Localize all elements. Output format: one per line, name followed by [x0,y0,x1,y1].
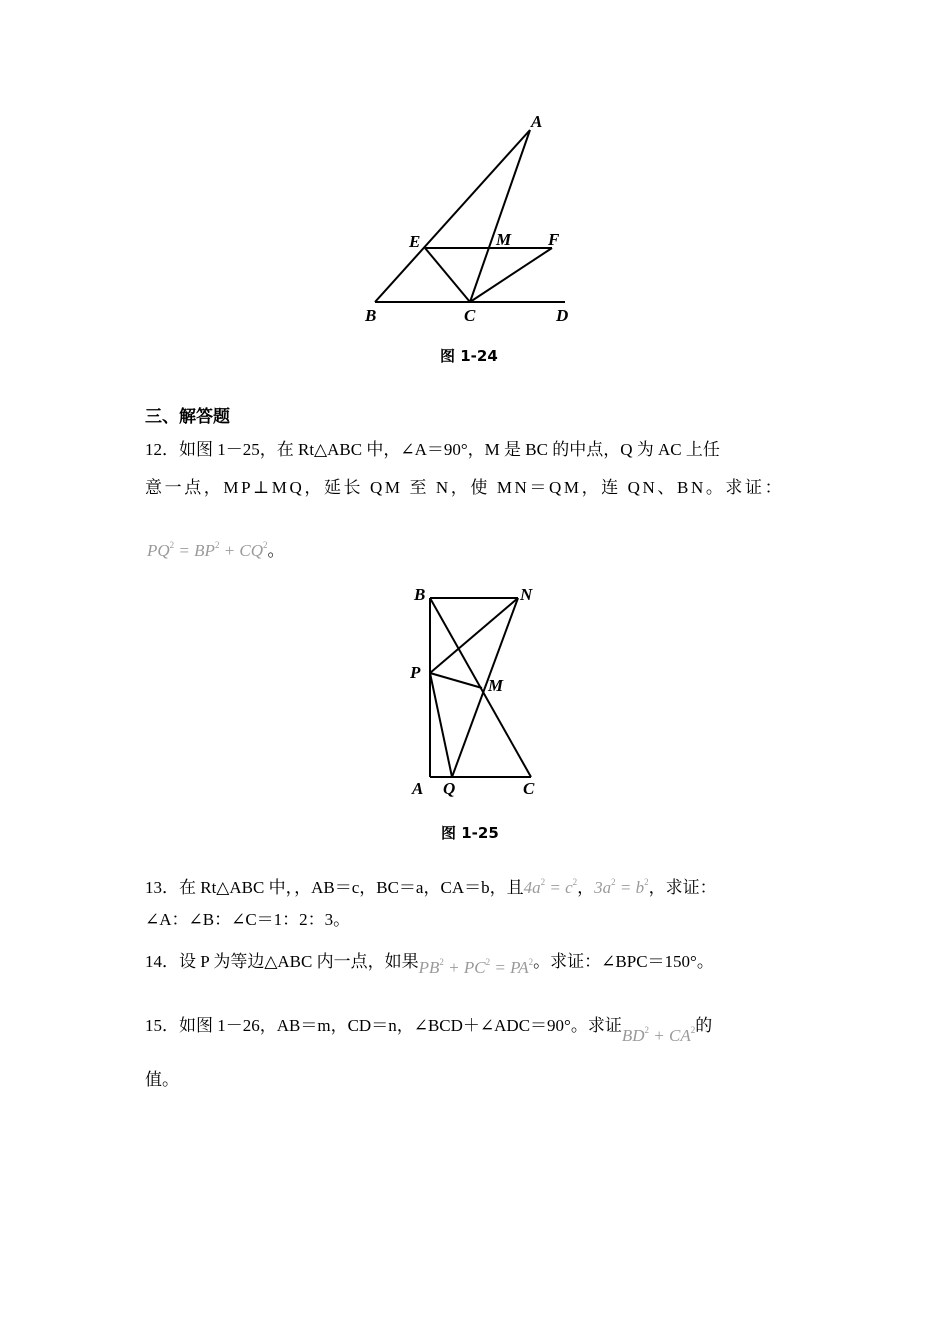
problem-13-line-2: ∠A：∠B：∠C＝1：2：3。 [145,910,351,929]
problem-14-text-a: 14．设 P 为等边△ABC 内一点，如果 [145,952,419,971]
problem-15-text-b: 的 [695,1016,713,1035]
label-M: M [488,676,504,695]
problem-15-m-bd: BD [621,1026,645,1045]
problem-14-m-eq: = PA [490,958,529,977]
problem-13-text-b: ，求证： [648,878,717,897]
p14-sq-3: 2 [528,957,534,967]
label-A: A [531,112,543,131]
p15-sq-2: 2 [690,1025,696,1035]
problem-13-text-a: 13．在 Rt△ABC 中，，AB＝c，BC＝a，CA＝b，且 [145,878,524,897]
problem-13-m1-a: 4a [523,878,541,897]
label-N: N [520,585,533,604]
figure-1-25-diagram [400,578,550,803]
problem-13-m2-eq: = b [615,878,645,897]
segment-AB [375,130,530,302]
p13-sq-3: 2 [611,877,616,887]
problem-14-text-b: 。求证：∠BPC＝150°。 [533,952,714,971]
label-B: B [365,306,377,325]
figure-1-25 [400,578,550,803]
label-D: D [556,306,569,325]
problem-14 [145,944,714,977]
problem-15-text-a: 15．如图 1－26，AB＝m，CD＝n，∠BCD＋∠ADC＝90°。求证 [145,1016,622,1035]
label-C: C [464,306,476,325]
problem-13-m2-a: 3a [594,878,612,897]
problem-13-m1-eq: = c [545,878,573,897]
label-M: M [496,230,512,249]
formula-bp: BP [194,541,215,560]
label-P: P [410,663,421,682]
p14-sq-1: 2 [439,957,444,967]
problem-15-line-2: 值。 [145,1070,179,1089]
problem-15-line-1 [145,1008,713,1045]
formula-pq: PQ [147,541,170,560]
problem-12-line-2: 意一点，MP⊥MQ，延长 QM 至 N，使 MN＝QM，连 QN、BN。求证： [145,478,785,497]
label-F: F [548,230,560,249]
segment-PQ [430,673,452,777]
p15-sq-1: 2 [644,1025,650,1035]
sq-2: 2 [214,540,220,550]
figure-1-24 [360,110,590,330]
sq-3: 2 [263,540,268,550]
formula-cq: CQ [239,541,264,560]
figure-1-24-caption: 图 1-24 [440,347,498,365]
problem-15-m-plus: + CA [649,1026,691,1045]
label-Q: Q [443,779,456,798]
section-title: 三、解答题 [145,407,230,427]
formula-plus: + [219,541,240,560]
figure-1-24-diagram [360,110,590,330]
formula-period: 。 [267,541,285,560]
segment-AC [470,130,530,302]
problem-13-line-1 [145,870,717,900]
label-E: E [409,232,421,251]
problem-12-formula [147,536,285,561]
sq-1: 2 [169,540,175,550]
p14-sq-2: 2 [485,957,491,967]
label-C: C [523,779,535,798]
label-B: B [414,585,426,604]
figure-1-25-caption: 图 1-25 [441,824,499,842]
formula-eq: = [174,541,195,560]
problem-14-m-plus: + PC [443,958,486,977]
p13-sq-4: 2 [644,877,649,887]
segment-EC [425,248,470,302]
segment-FC [470,248,552,302]
problem-14-m-pb: PB [418,958,440,977]
problem-12-line-1: 12．如图 1－25，在 Rt△ABC 中，∠A＝90°，M 是 BC 的中点，Q 为 AC 上任 [145,440,720,459]
p13-sq-2: 2 [572,877,578,887]
label-A: A [412,779,424,798]
p13-sq-1: 2 [540,877,546,887]
problem-13-sep: ， [577,878,595,897]
